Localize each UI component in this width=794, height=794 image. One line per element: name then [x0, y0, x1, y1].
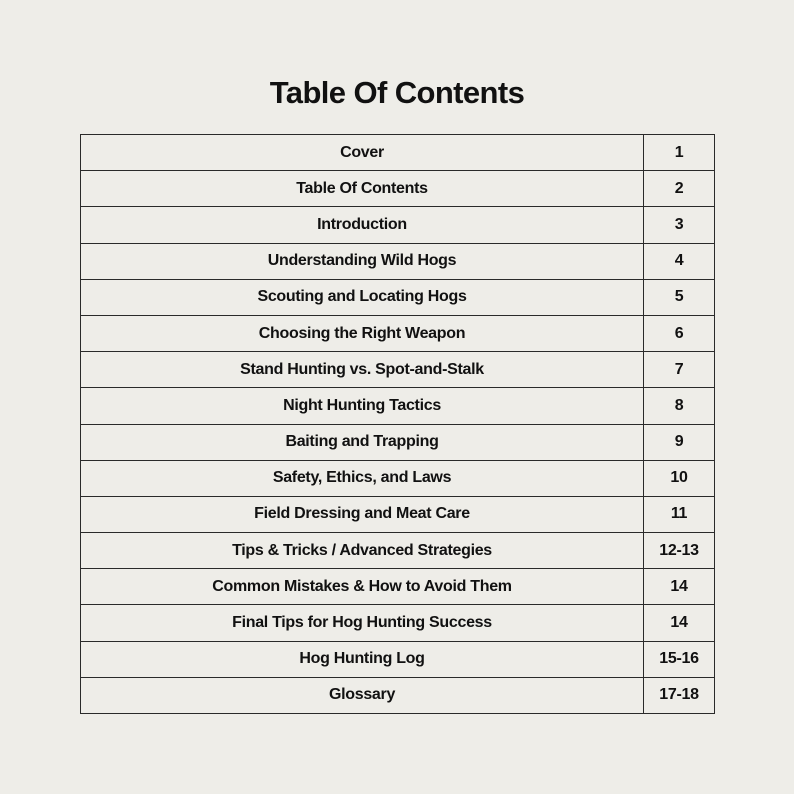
section-title: Introduction: [81, 207, 644, 243]
page-title: Table Of Contents: [269, 75, 525, 110]
page-number: 11: [644, 496, 715, 532]
page-number: 3: [644, 207, 715, 243]
section-title: Cover: [81, 135, 644, 171]
section-title: Scouting and Locating Hogs: [81, 279, 644, 315]
page-number: 14: [644, 605, 715, 641]
table-row: [81, 533, 715, 569]
table-row: [81, 315, 715, 351]
section-title: Hog Hunting Log: [81, 641, 644, 677]
page-number: 17-18: [644, 677, 715, 713]
section-title: Final Tips for Hog Hunting Success: [81, 605, 644, 641]
table-row: [81, 424, 715, 460]
section-title: Common Mistakes & How to Avoid Them: [81, 569, 644, 605]
section-title: Safety, Ethics, and Laws: [81, 460, 644, 496]
page-number: 10: [644, 460, 715, 496]
section-title: Field Dressing and Meat Care: [81, 496, 644, 532]
table-row: [81, 605, 715, 641]
table-row: [81, 243, 715, 279]
table-row: [81, 641, 715, 677]
table-row: [81, 460, 715, 496]
section-title: Understanding Wild Hogs: [81, 243, 644, 279]
section-title: Tips & Tricks / Advanced Strategies: [81, 533, 644, 569]
table-of-contents: [80, 134, 715, 714]
page-number: 14: [644, 569, 715, 605]
table-row: [81, 677, 715, 713]
table-row: [81, 171, 715, 207]
page-number: 8: [644, 388, 715, 424]
page-number: 1: [644, 135, 715, 171]
section-title: Stand Hunting vs. Spot-and-Stalk: [81, 352, 644, 388]
section-title: Glossary: [81, 677, 644, 713]
table-row: [81, 496, 715, 532]
table-row: [81, 352, 715, 388]
page-number: 4: [644, 243, 715, 279]
page-number: 12-13: [644, 533, 715, 569]
table-row: [81, 388, 715, 424]
section-title: Night Hunting Tactics: [81, 388, 644, 424]
page-number: 15-16: [644, 641, 715, 677]
table-row: [81, 569, 715, 605]
page-number: 9: [644, 424, 715, 460]
page-number: 5: [644, 279, 715, 315]
table-row: [81, 279, 715, 315]
page-number: 2: [644, 171, 715, 207]
section-title: Choosing the Right Weapon: [81, 315, 644, 351]
section-title: Table Of Contents: [81, 171, 644, 207]
toc-body: [81, 135, 715, 714]
table-row: [81, 135, 715, 171]
page-number: 6: [644, 315, 715, 351]
section-title: Baiting and Trapping: [81, 424, 644, 460]
table-row: [81, 207, 715, 243]
page-number: 7: [644, 352, 715, 388]
